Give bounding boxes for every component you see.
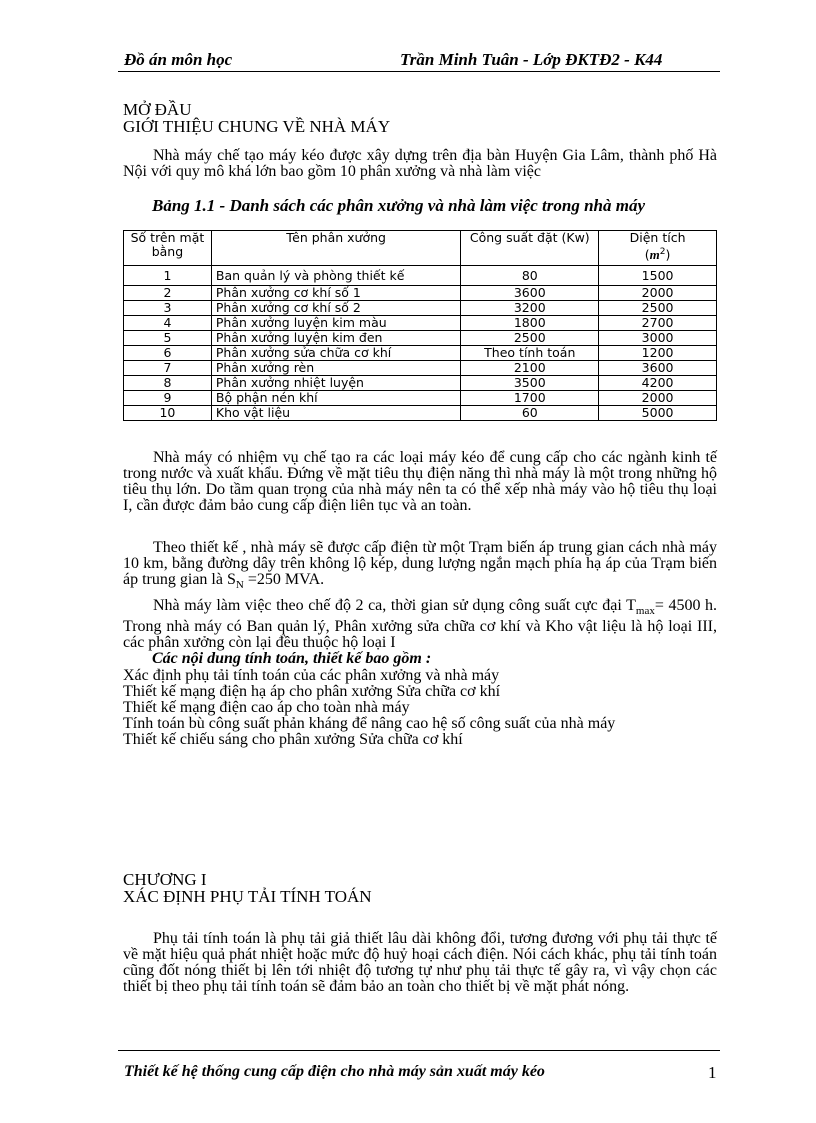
intro-subtitle: GIỚI THIỆU CHUNG VỀ NHÀ MÁY xyxy=(123,117,391,136)
chapter-title: CHƯƠNG I xyxy=(123,870,207,889)
cell-name: Phân xưởng luyện kim đen xyxy=(211,331,461,346)
chapter-subtitle: XÁC ĐỊNH PHỤ TẢI TÍNH TOÁN xyxy=(123,887,372,906)
cell-area: 3000 xyxy=(599,331,717,346)
cell-area: 2000 xyxy=(599,286,717,301)
chapter-paragraph: Phụ tải tính toán là phụ tải giả thiết lâu dài không đổi, tương đương với phụ tải thực tế về mặt hiệu quả phát nhiệt hoặc mức độ huỷ hoại cách điện. Nói cách khác, phụ tải tính toán cũng đốt nóng thiết bị lên tới nhiệt độ tương tự như phụ tải thực tế gây ra, vì vậy chọn các thiết bị theo phụ tải tính toán sẽ đảm bảo an toàn cho thiết bị về mặt phát nóng. xyxy=(123,930,717,995)
cell-power: 60 xyxy=(461,406,599,421)
contents-list xyxy=(123,668,615,748)
cell-power: 3500 xyxy=(461,376,599,391)
table-row xyxy=(124,376,717,391)
table-row xyxy=(124,406,717,421)
cell-no: 8 xyxy=(124,376,212,391)
list-item: Xác định phụ tải tính toán của các phân xưởng và nhà máy xyxy=(123,667,500,684)
table-row xyxy=(124,346,717,361)
cell-name: Phân xưởng rèn xyxy=(211,361,461,376)
cell-no: 6 xyxy=(124,346,212,361)
cell-power: 1800 xyxy=(461,316,599,331)
body-paragraph-3: Nhà máy làm việc theo chế độ 2 ca, thời gian sử dụng công suất cực đại $T_{max}= 4500$ h. Trong nhà máy có Ban quản lý, Phân xưởng sửa chữa cơ khí và Kho vật liệu là hộ loại III, các phân xưởng còn lại đều thuộc hộ loại I xyxy=(123,597,718,652)
col-header-no: Số trên mặt bằng xyxy=(124,231,212,266)
list-item: Tính toán bù công suất phản kháng để nâng cao hệ số công suất của nhà máy xyxy=(123,715,616,732)
table-row xyxy=(124,316,717,331)
cell-no: 3 xyxy=(124,301,212,316)
table-caption: Bảng 1.1 - Danh sách các phân xưởng và nhà làm việc trong nhà máy xyxy=(152,196,645,215)
intro-paragraph: Nhà máy chế tạo máy kéo được xây dựng trên địa bàn Huyện Gia Lâm, thành phố Hà Nội với quy mô khá lớn bao gồm 10 phân xưởng và nhà làm việc xyxy=(123,147,717,180)
cell-area: 1200 xyxy=(599,346,717,361)
header-rule xyxy=(118,71,720,72)
cell-area: 2700 xyxy=(599,316,717,331)
cell-area: 5000 xyxy=(599,406,717,421)
workshop-table xyxy=(123,230,717,421)
cell-name: Phân xưởng luyện kim màu xyxy=(211,316,461,331)
cell-no: 9 xyxy=(124,391,212,406)
table-row xyxy=(124,361,717,376)
cell-name: Phân xưởng nhiệt luyện xyxy=(211,376,461,391)
cell-area: 4200 xyxy=(599,376,717,391)
page-number: 1 xyxy=(708,1063,717,1082)
cell-no: 2 xyxy=(124,286,212,301)
cell-power: 2100 xyxy=(461,361,599,376)
cell-name: Kho vật liệu xyxy=(211,406,461,421)
list-item: Thiết kế mạng điện cao áp cho toàn nhà máy xyxy=(123,699,410,716)
table-row xyxy=(124,301,717,316)
col-header-name: Tên phân xưởng xyxy=(211,231,461,266)
header-right: Trần Minh Tuân - Lớp ĐKTĐ2 - K44 xyxy=(400,50,663,69)
cell-area: 2000 xyxy=(599,391,717,406)
cell-no: 10 xyxy=(124,406,212,421)
body-paragraph-1: Nhà máy có nhiệm vụ chế tạo ra các loại máy kéo để cung cấp cho các ngành kinh tế trong nước và xuất khẩu. Đứng về mặt tiêu thụ điện năng thì nhà máy là một trong những hộ tiêu thụ lớn. Do tầm quan trọng của nhà máy nên ta có thể xếp nhà máy vào hộ tiêu thụ loại I, cần được đảm bảo cung cấp điện liên tục và an toàn. xyxy=(123,449,717,514)
cell-no: 4 xyxy=(124,316,212,331)
list-item: Thiết kế mạng điện hạ áp cho phân xưởng Sửa chữa cơ khí xyxy=(123,683,501,700)
table-row xyxy=(124,331,717,346)
cell-area: 1500 xyxy=(599,266,717,286)
cell-name: Ban quản lý và phòng thiết kế xyxy=(211,266,461,286)
list-item: Thiết kế chiếu sáng cho phân xưởng Sửa chữa cơ khí xyxy=(123,731,463,748)
intro-title: MỞ ĐẦU xyxy=(123,100,192,119)
footer-text: Thiết kế hệ thống cung cấp điện cho nhà máy sản xuất máy kéo xyxy=(124,1063,545,1080)
col-header-area: Diện tích $(m^2)$ xyxy=(599,231,717,266)
cell-power: 3200 xyxy=(461,301,599,316)
cell-no: 1 xyxy=(124,266,212,286)
col-header-power: Công suất đặt (Kw) xyxy=(461,231,599,266)
cell-no: 7 xyxy=(124,361,212,376)
cell-name: Bộ phận nén khí xyxy=(211,391,461,406)
table-row xyxy=(124,391,717,406)
body-paragraph-2: Theo thiết kế , nhà máy sẽ được cấp điện từ một Trạm biến áp trung gian cách nhà máy 10 km, bằng đường dây trên không lộ kép, dung lượng ngắn mạch phía hạ áp của Trạm biến áp trung gian là $S_N =250$ MVA. xyxy=(123,539,717,592)
cell-power: 2500 xyxy=(461,331,599,346)
contents-title: Các nội dung tính toán, thiết kế bao gồm : xyxy=(152,650,432,667)
cell-power: 1700 xyxy=(461,391,599,406)
cell-area: 3600 xyxy=(599,361,717,376)
table-header-row xyxy=(124,231,717,266)
cell-area: 2500 xyxy=(599,301,717,316)
cell-power: 3600 xyxy=(461,286,599,301)
cell-power: 80 xyxy=(461,266,599,286)
cell-name: Phân xưởng cơ khí số 2 xyxy=(211,301,461,316)
cell-name: Phân xưởng sửa chữa cơ khí xyxy=(211,346,461,361)
table-row xyxy=(124,286,717,301)
footer-rule xyxy=(118,1050,720,1051)
cell-power: Theo tính toán xyxy=(461,346,599,361)
header-left: Đồ án môn học xyxy=(124,50,233,69)
cell-name: Phân xưởng cơ khí số 1 xyxy=(211,286,461,301)
table-row xyxy=(124,266,717,286)
cell-no: 5 xyxy=(124,331,212,346)
